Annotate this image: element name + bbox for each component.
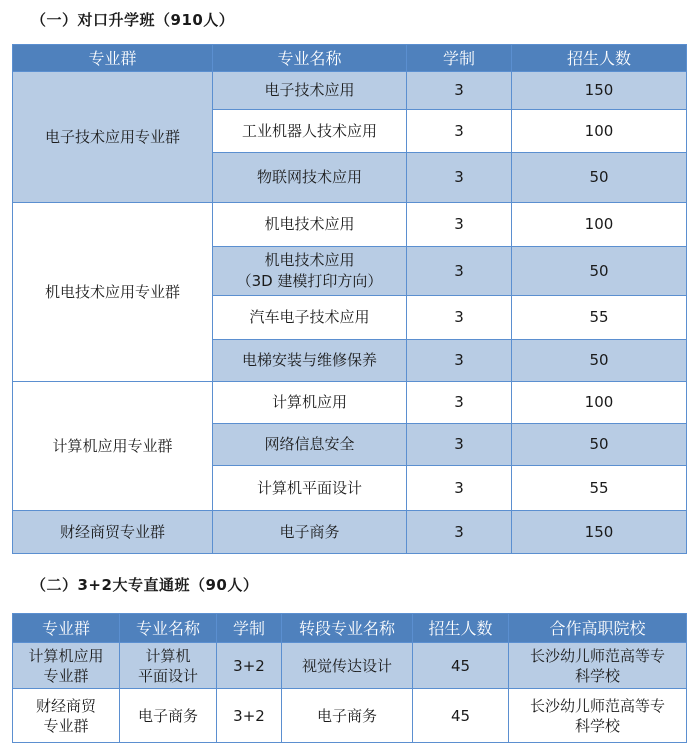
transfer-major-cell: 视觉传达设计 (282, 643, 413, 689)
count-cell: 100 (512, 382, 687, 424)
years-cell: 3 (407, 382, 512, 424)
group-cell: 计算机应用专业群 (13, 382, 213, 511)
group-line-2: 专业群 (43, 666, 89, 685)
header-group: 专业群 (13, 45, 213, 72)
header-major: 专业名称 (120, 614, 217, 643)
header-count: 招生人数 (413, 614, 509, 643)
count-cell: 100 (512, 203, 687, 247)
major-cell: 工业机器人技术应用 (213, 110, 407, 153)
group-cell: 机电技术应用专业群 (13, 203, 213, 382)
count-cell: 50 (512, 247, 687, 296)
header-partner-school: 合作高职院校 (509, 614, 687, 643)
count-cell: 50 (512, 424, 687, 466)
major-cell (120, 643, 217, 689)
years-cell: 3+2 (217, 643, 282, 689)
years-cell: 3 (407, 424, 512, 466)
school-line-1: 长沙幼儿师范高等专 (529, 646, 665, 665)
major-cell (213, 247, 407, 296)
school-line-1: 长沙幼儿师范高等专 (529, 696, 665, 715)
years-cell: 3 (407, 511, 512, 554)
count-cell: 100 (512, 110, 687, 153)
admission-table-2 (12, 613, 687, 743)
group-cell (13, 689, 120, 743)
partner-school-cell (509, 689, 687, 743)
years-cell: 3+2 (217, 689, 282, 743)
section-title-2: （二）3+2大专直通班（90人） (31, 576, 259, 594)
table-header-row (13, 614, 687, 643)
major-cell: 汽车电子技术应用 (213, 296, 407, 340)
header-years: 学制 (407, 45, 512, 72)
major-line-1: 计算机 (145, 646, 191, 665)
section-title-1: （一）对口升学班（910人） (31, 11, 235, 29)
table-header-row (13, 45, 687, 72)
count-cell: 55 (512, 296, 687, 340)
header-years: 学制 (217, 614, 282, 643)
header-count: 招生人数 (512, 45, 687, 72)
count-cell: 45 (413, 689, 509, 743)
group-cell (13, 643, 120, 689)
major-cell: 机电技术应用 (213, 203, 407, 247)
major-cell: 电梯安装与维修保养 (213, 340, 407, 382)
count-cell: 50 (512, 340, 687, 382)
count-cell: 50 (512, 153, 687, 203)
table-row (13, 511, 687, 554)
major-line-1: 机电技术应用 (264, 251, 355, 269)
group-cell: 财经商贸专业群 (13, 511, 213, 554)
major-cell: 电子商务 (213, 511, 407, 554)
years-cell: 3 (407, 340, 512, 382)
table-row (13, 72, 687, 110)
header-transfer-major: 转段专业名称 (282, 614, 413, 643)
count-cell: 55 (512, 466, 687, 511)
years-cell: 3 (407, 247, 512, 296)
group-line-1: 财经商贸 (35, 696, 96, 715)
school-line-2: 科学校 (574, 716, 620, 735)
major-cell: 网络信息安全 (213, 424, 407, 466)
group-cell: 电子技术应用专业群 (13, 72, 213, 203)
count-cell: 45 (413, 643, 509, 689)
major-line-2: 平面设计 (137, 666, 198, 685)
group-line-2: 专业群 (43, 716, 89, 735)
count-cell: 150 (512, 72, 687, 110)
major-cell: 物联网技术应用 (213, 153, 407, 203)
years-cell: 3 (407, 466, 512, 511)
major-cell: 电子商务 (120, 689, 217, 743)
school-line-2: 科学校 (574, 666, 620, 685)
major-cell: 电子技术应用 (213, 72, 407, 110)
table-row (13, 643, 687, 689)
years-cell: 3 (407, 153, 512, 203)
years-cell: 3 (407, 110, 512, 153)
group-line-1: 计算机应用 (28, 646, 104, 665)
years-cell: 3 (407, 296, 512, 340)
major-line-2: （3D 建模打印方向） (236, 272, 383, 290)
partner-school-cell (509, 643, 687, 689)
table-row (13, 382, 687, 424)
header-group: 专业群 (13, 614, 120, 643)
years-cell: 3 (407, 72, 512, 110)
table-row (13, 203, 687, 247)
table-row (13, 689, 687, 743)
major-cell: 计算机平面设计 (213, 466, 407, 511)
admission-table-1 (12, 44, 687, 554)
major-cell: 计算机应用 (213, 382, 407, 424)
count-cell: 150 (512, 511, 687, 554)
header-major: 专业名称 (213, 45, 407, 72)
transfer-major-cell: 电子商务 (282, 689, 413, 743)
years-cell: 3 (407, 203, 512, 247)
